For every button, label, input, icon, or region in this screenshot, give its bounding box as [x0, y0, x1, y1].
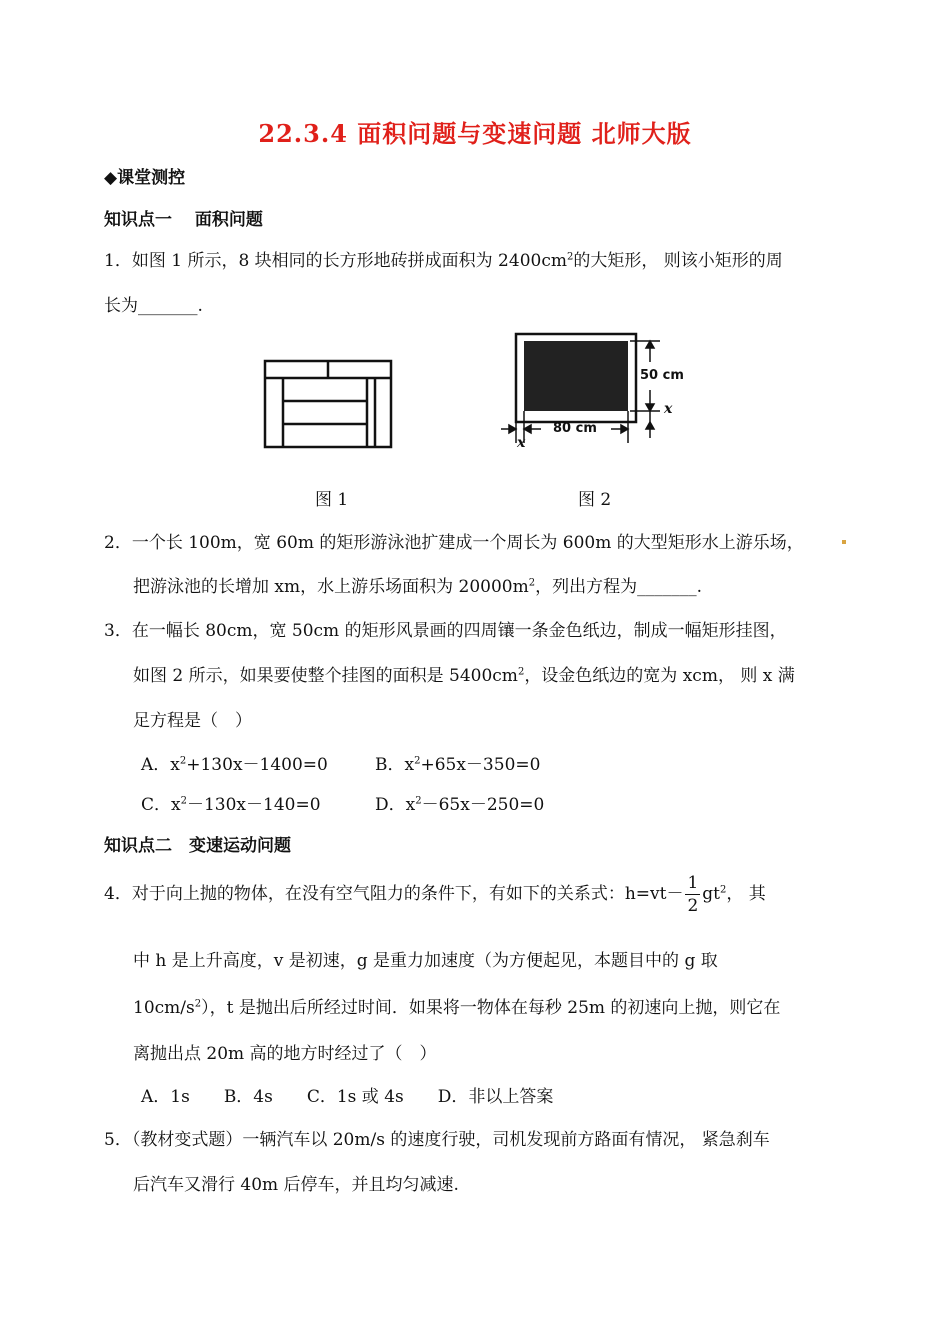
figure-2-caption: 图 2	[578, 490, 612, 510]
q2-superscript: 2	[528, 577, 536, 589]
q3-option-c-pre: C．x	[141, 795, 181, 815]
figure-2-framed-picture	[496, 328, 696, 456]
question-1-line-2: 长为_______.	[104, 296, 203, 316]
question-2-line-2	[133, 572, 702, 597]
q3-option-a-pre: A．x	[141, 755, 180, 775]
page-title: 22.3.4 面积问题与变速问题 北师大版	[258, 119, 692, 148]
q3-option-a	[141, 750, 328, 775]
figure-1-tile-diagram	[262, 358, 396, 450]
q3-text-b: ，设金色纸边的宽为 xcm， 则 x 满	[524, 666, 795, 686]
q4-line3-text-b: ），t 是抛出后所经过时间．如果将一物体在每秒 25m 的初速向上抛，则它在	[201, 998, 781, 1018]
fig2-height-label: 50 cm	[640, 368, 684, 383]
fig2-painting	[524, 341, 628, 411]
q3-option-a-post: +130x－1400=0	[186, 755, 328, 775]
q3-option-c-sup: 2	[180, 795, 187, 807]
q4-superscript: 2	[720, 884, 727, 896]
q4-line3-text-a: 10cm/s	[133, 998, 195, 1018]
question-1-line-1	[104, 246, 783, 271]
q4-fraction-denominator: 2	[687, 896, 699, 916]
question-5-line-2: 后汽车又滑行 40m 后停车，并且均匀减速.	[133, 1175, 459, 1195]
q1-text-a: 1．如图 1 所示，8 块相同的长方形地砖拼成面积为 2400cm	[104, 251, 567, 271]
q3-option-b	[375, 750, 540, 775]
section-heading: ◆课堂测控	[104, 168, 186, 188]
q1-superscript: 2	[566, 251, 574, 263]
q3-option-d	[375, 790, 544, 815]
q4-text-c: ， 其	[726, 884, 766, 904]
question-4-line-3	[133, 993, 780, 1018]
question-5-line-1: 5．（教材变式题）一辆汽车以 20m/s 的速度行驶，司机发现前方路面有情况， 紧急刹车	[104, 1130, 770, 1150]
fig2-x-label-right: x	[664, 401, 673, 417]
question-3-line-1: 3．在一幅长 80cm，宽 50cm 的矩形风景画的四周镶一条金色纸边，制成一幅矩形挂图，	[104, 621, 787, 641]
question-3-line-2	[133, 661, 795, 686]
question-2-line-1: 2．一个长 100m，宽 60m 的矩形游泳池扩建成一个周长为 600m 的大型矩形水上游乐场，	[104, 533, 804, 553]
q3-option-b-pre: B．x	[375, 755, 415, 775]
question-4-line-4: 离抛出点 20m 高的地方时经过了（ ）	[133, 1044, 437, 1064]
q3-option-a-sup: 2	[179, 755, 187, 767]
q4-fraction-numerator: 1	[687, 873, 699, 893]
knowledge-point-1-heading: 知识点一 面积问题	[104, 210, 263, 230]
q3-option-b-sup: 2	[414, 755, 421, 767]
knowledge-point-2-heading: 知识点二 变速运动问题	[104, 836, 291, 856]
question-4-line-1	[104, 872, 766, 917]
q3-superscript: 2	[517, 666, 525, 678]
q2-text-a: 把游泳池的长增加 xm，水上游乐场面积为 20000m	[133, 577, 529, 597]
q2-text-b: ，列出方程为_______.	[535, 577, 702, 597]
q3-option-d-pre: D．x	[375, 795, 416, 815]
fig2-width-label: 80 cm	[553, 421, 597, 436]
q3-option-c	[141, 790, 321, 815]
q4-text-a: 4．对于向上抛的物体，在没有空气阻力的条件下，有如下的关系式：h=vt－	[104, 884, 684, 904]
question-4-line-2: 中 h 是上升高度，v 是初速，g 是重力加速度（为方便起见，本题目中的 g 取	[133, 951, 718, 971]
q4-text-b: gt	[702, 884, 720, 904]
q3-option-d-post: －65x－250=0	[421, 795, 545, 815]
q3-text-a: 如图 2 所示，如果要使整个挂图的面积是 5400cm	[133, 666, 518, 686]
figure-1-caption: 图 1	[315, 490, 349, 510]
decorative-dot	[842, 540, 846, 544]
q1-text-b: 的大矩形， 则该小矩形的周	[573, 251, 783, 271]
q3-option-c-post: －130x－140=0	[186, 795, 321, 815]
q4-line3-superscript: 2	[194, 998, 202, 1010]
q4-fraction	[685, 872, 700, 917]
q3-option-b-post: +65x－350=0	[420, 755, 541, 775]
q3-option-d-sup: 2	[415, 795, 422, 807]
question-3-line-3: 足方程是（ ）	[133, 711, 252, 731]
fig2-x-label-bottom: x	[517, 435, 526, 451]
question-4-options: A．1s B．4s C．1s 或 4s D．非以上答案	[141, 1087, 554, 1107]
